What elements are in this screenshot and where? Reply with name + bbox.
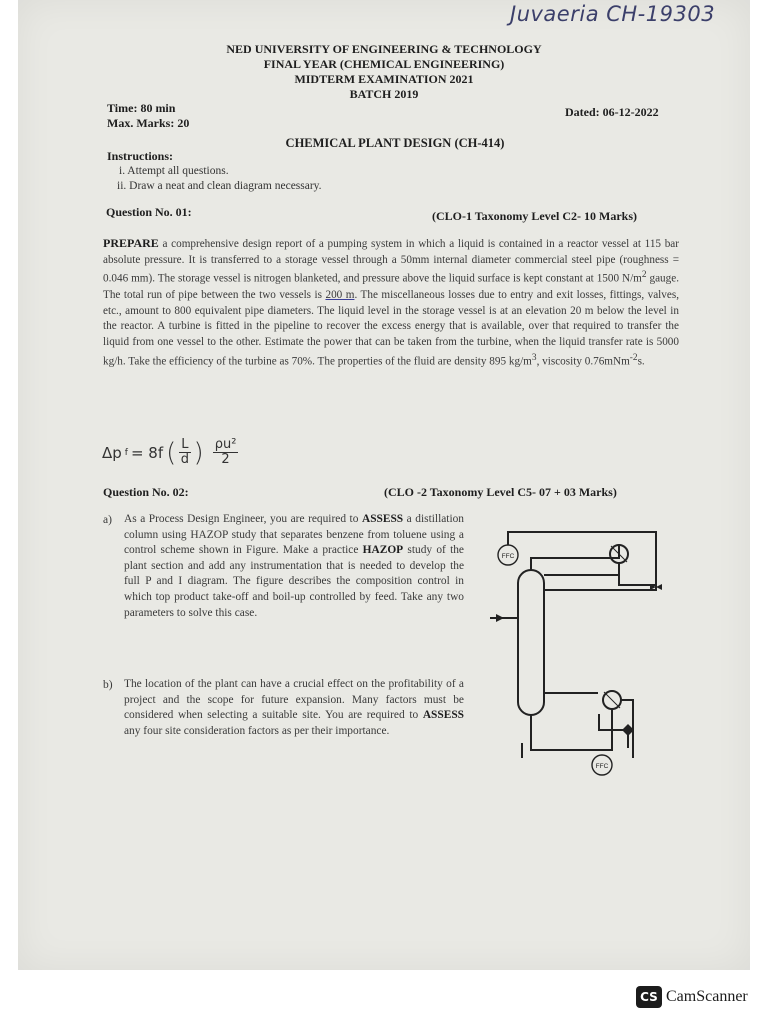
handwritten-signature: Juvaeria CH-19303	[510, 2, 716, 26]
part-b-body: The location of the plant can have a crucial effect on the profitability of a project and the scope for future expansion. Many factors must be considered when selecting a suitable site. You are required to ASSESS any four site consideration factors as per their importance.	[124, 678, 464, 737]
question-1-label: Question No. 01:	[106, 205, 192, 219]
camscanner-brand: CamScanner	[666, 988, 748, 1005]
distillation-column-diagram	[478, 518, 678, 780]
control-valves	[496, 584, 662, 736]
camscanner-watermark	[636, 986, 748, 1008]
instruction-item: ii. Draw a neat and clean diagram necessary.	[117, 180, 322, 192]
question-1-lead-word: PREPARE	[103, 236, 159, 250]
course-title: CHEMICAL PLANT DESIGN (CH-414)	[285, 136, 505, 150]
exam-title: MIDTERM EXAMINATION 2021	[294, 72, 474, 86]
question-2-label: Question No. 02:	[103, 485, 189, 499]
pressure-drop-formula: Δp f = 8f ( $\frac{L}{d}$ ) $\frac{\text{ρu²}}{2}$	[102, 437, 237, 468]
max-marks: Max. Marks: 20	[107, 116, 190, 130]
batch-title: BATCH 2019	[349, 87, 419, 101]
question-1-clo: (CLO-1 Taxonomy Level C2- 10 Marks)	[432, 209, 637, 223]
university-title: NED UNIVERSITY OF ENGINEERING & TECHNOLOGY	[226, 42, 542, 56]
part-b-label: b)	[103, 679, 113, 691]
question-1-body: PREPARE a comprehensive design report of a pumping system in which a liquid is contained in a reactor vessel at 115 bar absolute pressure. It is transferred to a storage vessel through a 50mm internal diameter commercial steel pipe (roughness = 0.046 mm). The storage vessel is nitrogen blanketed, and pressure above the liquid surface is kept constant at 1500 $N/m^2$ gauge. The total run of pipe between the two vessels is 200 m. The miscellaneous losses due to entry and exit losses, fittings, valves, etc., amount to 800 equivalent pipe diameters. The liquid level in the storage vessel is at an elevation 20 m below the level in the reactor. A turbine is fitted in the pipeline to recover the excess energy that is available, over that required to transfer the liquid from one vessel to the other. Estimate the power that can be taken from the turbine, when the liquid transfer rate is 5000 kg/h. Take the efficiency of the turbine as 70%. The properties of the fluid are density 895 $kg/m^3$, viscosity 0.76mNm$^{-2}$s.	[103, 236, 679, 368]
ffc-top-label: FFC	[501, 553, 515, 560]
instruction-item: i. Attempt all questions.	[119, 165, 229, 177]
distillation-column	[518, 570, 544, 715]
part-a-label: a)	[103, 514, 112, 526]
camscanner-logo-icon: CS	[636, 986, 662, 1008]
pipe-length-value: 200 m	[325, 288, 355, 301]
instructions-heading: Instructions:	[107, 149, 174, 163]
program-title: FINAL YEAR (CHEMICAL ENGINEERING)	[263, 57, 505, 71]
time-allowed: Time: 80 min	[107, 101, 176, 115]
exam-date: Dated: 06-12-2022	[565, 105, 659, 119]
question-2-clo: (CLO -2 Taxonomy Level C5- 07 + 03 Marks)	[384, 485, 617, 499]
ffc-bottom-label: FFC	[595, 763, 609, 770]
part-a-body: As a Process Design Engineer, you are required to ASSESS a distillation column using HAZOP study that separates benzene from toluene using a control scheme shown in Figure. Make a practice HAZOP study of the plant section and add any instrumentation that is needed to develop the full P and I diagram. The figure describes the composition control in which top product take-off and boil-up controlled by feed. Take any two parameters to solve this case.	[124, 513, 465, 619]
